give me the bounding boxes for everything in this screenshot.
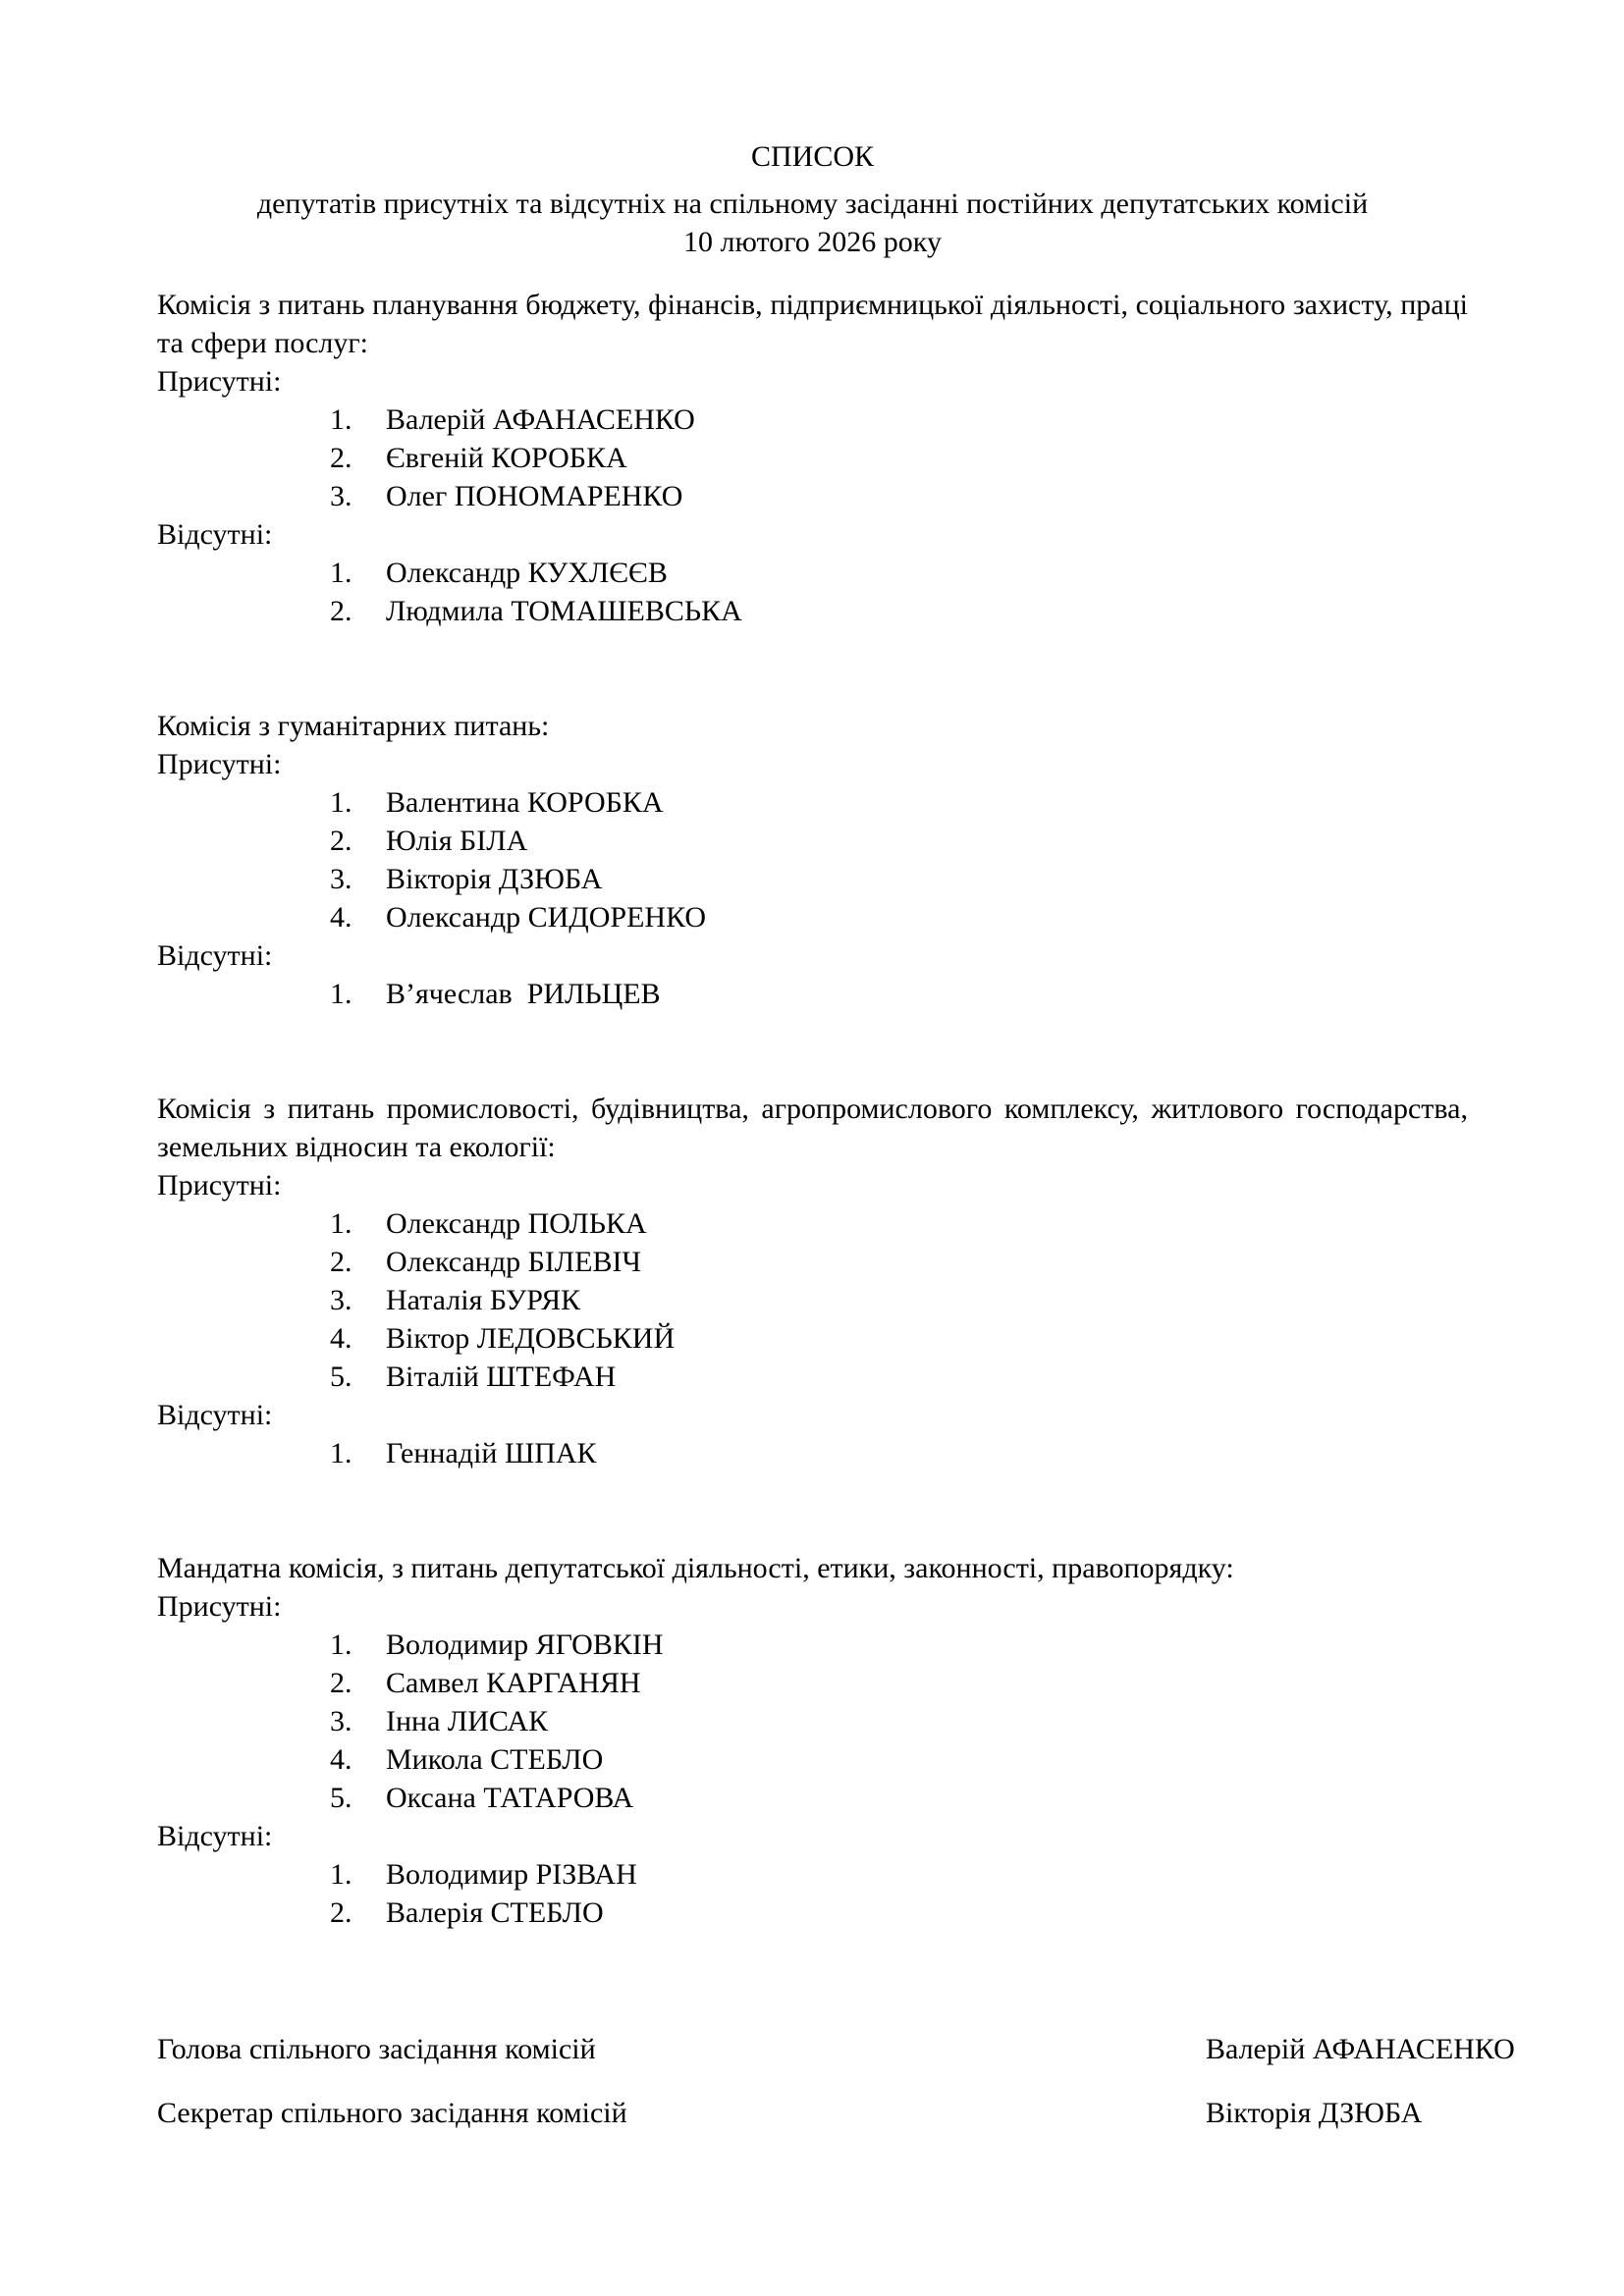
member-row (157, 898, 1468, 936)
absent-list (157, 554, 1468, 630)
member-number: 5. (330, 1361, 352, 1393)
member-name: Оксана ТАТАРОВА (386, 1782, 634, 1814)
member-row (157, 1358, 1468, 1396)
member-name: Володимир ЯГОВКІН (386, 1629, 664, 1661)
member-row (157, 1779, 1468, 1817)
present-label: Присутні: (157, 748, 282, 780)
commission-heading: Комісія з гуманітарних питань: (157, 710, 550, 742)
member-name: Микола СТЕБЛО (386, 1743, 604, 1776)
member-number: 1. (330, 978, 352, 1010)
member-number: 3. (330, 1284, 352, 1316)
member-number: 1. (330, 786, 352, 819)
member-number: 1. (330, 1858, 352, 1891)
member-number: 2. (330, 442, 352, 474)
commission-heading: Комісія з питань планування бюджету, фінансів, підприємницької діяльності, соціального захисту, праці та сфери послуг: (157, 289, 1468, 359)
commission-heading: Мандатна комісія, з питань депутатської діяльності, етики, законності, правопорядку: (157, 1552, 1234, 1584)
member-row (157, 860, 1468, 898)
present-list (157, 783, 1468, 936)
member-number: 2. (330, 1667, 352, 1699)
signature-row (157, 2030, 1515, 2068)
member-name: Віктор ЛЕДОВСЬКИЙ (386, 1322, 676, 1355)
present-list (157, 1204, 1468, 1396)
document-title: СПИСОК (750, 140, 875, 173)
member-row (157, 1855, 1468, 1894)
member-name: Юлія БІЛА (386, 825, 528, 857)
member-name: Володимир РІЗВАН (386, 1858, 637, 1891)
member-name: Олег ПОНОМАРЕНКО (386, 480, 683, 512)
commission-section (157, 707, 1468, 1013)
member-number: 2. (330, 1246, 352, 1278)
present-label: Присутні: (157, 1590, 282, 1623)
signature-role: Секретар спільного засідання комісій (157, 2097, 627, 2129)
present-list (157, 1626, 1468, 1817)
member-name: Вікторія ДЗЮБА (386, 863, 603, 895)
commission-heading: Комісія з питань промисловості, будівництва, агропромислового комплексу, житлового господарства, земельних відносин та екології: (157, 1093, 1468, 1163)
member-row (157, 1434, 1468, 1472)
commission-section (157, 286, 1468, 630)
member-row (157, 1626, 1468, 1664)
document-date: 10 лютого 2026 року (683, 226, 942, 258)
commission-section (157, 1549, 1468, 1932)
present-label: Присутні: (157, 1169, 282, 1201)
member-number: 1. (330, 557, 352, 589)
absent-label: Відсутні: (157, 1399, 273, 1431)
absent-list (157, 1855, 1468, 1932)
member-number: 2. (330, 595, 352, 627)
member-row (157, 1740, 1468, 1779)
document-subtitle: депутатів присутніх та відсутніх на спільному засіданні постійних депутатських комісій (256, 187, 1369, 220)
document-header (157, 137, 1468, 261)
signature-name: Валерій АФАНАСЕНКО (1206, 2033, 1515, 2065)
member-number: 1. (330, 1629, 352, 1661)
present-label: Присутні: (157, 365, 282, 398)
present-list (157, 400, 1468, 515)
member-number: 2. (330, 1896, 352, 1929)
member-name: Інна ЛИСАК (386, 1705, 549, 1737)
member-name: Олександр ПОЛЬКА (386, 1207, 647, 1240)
member-row (157, 1702, 1468, 1740)
member-row (157, 1664, 1468, 1702)
member-name: Валентина КОРОБКА (386, 786, 664, 819)
member-row (157, 1243, 1468, 1281)
member-number: 2. (330, 825, 352, 857)
member-name: Наталія БУРЯК (386, 1284, 581, 1316)
member-name: Олександр БІЛЕВІЧ (386, 1246, 641, 1278)
signature-role: Голова спільного засідання комісій (157, 2033, 596, 2065)
member-name: Віталій ШТЕФАН (386, 1361, 617, 1393)
member-number: 1. (330, 1437, 352, 1469)
member-number: 3. (330, 863, 352, 895)
member-name: В’ячеслав РИЛЬЦЕВ (386, 978, 661, 1010)
member-row (157, 400, 1468, 439)
sections-container (157, 286, 1468, 1932)
member-name: Самвел КАРГАНЯН (386, 1667, 641, 1699)
member-row (157, 592, 1468, 630)
signature-block (157, 2030, 1515, 2132)
member-name: Людмила ТОМАШЕВСЬКА (386, 595, 742, 627)
member-number: 3. (330, 480, 352, 512)
member-row (157, 975, 1468, 1013)
signature-name: Вікторія ДЗЮБА (1206, 2097, 1423, 2129)
signature-row (157, 2094, 1468, 2132)
member-number: 1. (330, 1207, 352, 1240)
member-row (157, 1281, 1468, 1319)
member-number: 1. (330, 403, 352, 436)
member-number: 4. (330, 901, 352, 934)
member-row (157, 783, 1468, 822)
absent-label: Відсутні: (157, 939, 273, 972)
member-row (157, 477, 1468, 515)
commission-section (157, 1090, 1468, 1472)
member-row (157, 1204, 1468, 1243)
member-number: 3. (330, 1705, 352, 1737)
member-row (157, 554, 1468, 592)
absent-label: Відсутні: (157, 518, 273, 551)
absent-label: Відсутні: (157, 1820, 273, 1852)
member-name: Олександр СИДОРЕНКО (386, 901, 707, 934)
member-number: 4. (330, 1743, 352, 1776)
member-name: Валерій АФАНАСЕНКО (386, 403, 695, 436)
member-row (157, 1319, 1468, 1358)
member-number: 5. (330, 1782, 352, 1814)
member-number: 4. (330, 1322, 352, 1355)
member-row (157, 439, 1468, 477)
member-row (157, 822, 1468, 860)
member-name: Олександр КУХЛЄЄВ (386, 557, 668, 589)
member-name: Євгеній КОРОБКА (386, 442, 627, 474)
member-row (157, 1894, 1468, 1932)
member-name: Валерія СТЕБЛО (386, 1896, 604, 1929)
absent-list (157, 975, 1468, 1013)
absent-list (157, 1434, 1468, 1472)
member-name: Геннадій ШПАК (386, 1437, 597, 1469)
